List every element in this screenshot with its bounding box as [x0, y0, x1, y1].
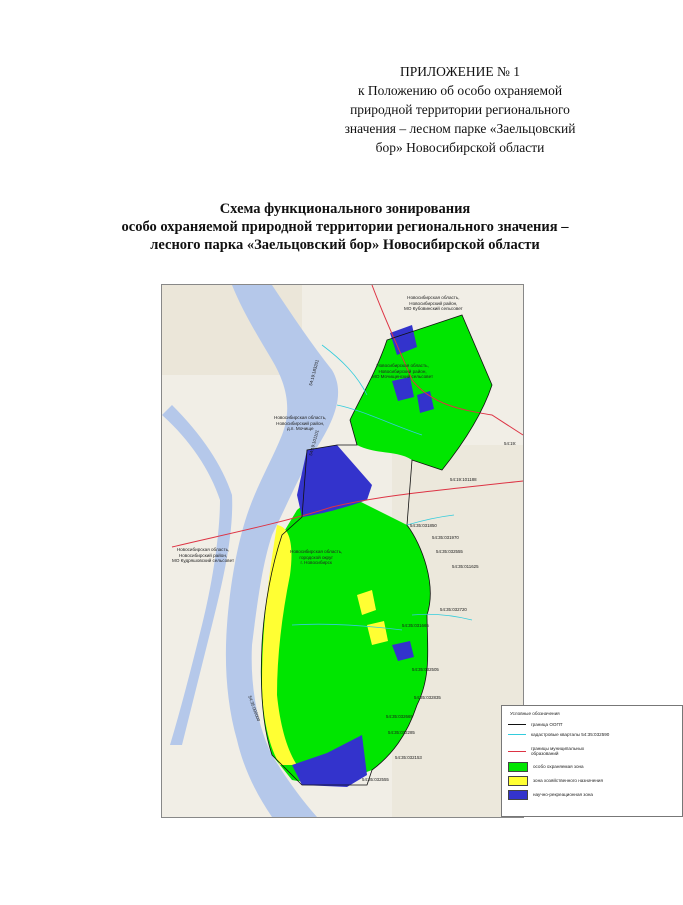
label-mochishchensky: Новосибирская область, Новосибирский район, МО Мочищенский сельсовет	[372, 363, 434, 380]
zoning-map	[161, 284, 610, 818]
legend-item-oopt-boundary	[508, 722, 563, 727]
legend-line-black	[508, 724, 526, 725]
appendix-line: ПРИЛОЖЕНИЕ № 1	[399, 64, 521, 79]
cadastral-label: 54:35:032555	[436, 549, 463, 554]
title-line: Схема функционального зонирования	[219, 201, 471, 217]
legend-swatch-blue	[508, 790, 528, 800]
legend-label: научно-рекреационная зона	[533, 792, 593, 798]
legend-item-economic	[508, 776, 603, 786]
cadastral-label: 54:19:101101	[308, 429, 320, 457]
cadastral-label: 54:35:032720	[440, 607, 467, 612]
cadastral-label: 54:35:032665	[386, 714, 413, 719]
cadastral-label: 54:35:032153	[395, 755, 422, 760]
title-line: особо охраняемой природной территории регионального значения –	[121, 219, 569, 235]
cadastral-label: 54:19:183201	[308, 359, 320, 387]
cadastral-label: 54:35:031665	[402, 623, 429, 628]
cadastral-label: 54:35:032505	[412, 667, 439, 672]
map-title	[60, 200, 630, 254]
legend-swatch-green	[508, 762, 528, 772]
cadastral-label: 54:19:101188	[450, 477, 477, 482]
legend-label: кадастровые кварталы 54:35:032590	[531, 732, 610, 737]
legend-swatch-yellow	[508, 776, 528, 786]
legend-label: зона хозяйственного назначения	[533, 778, 603, 784]
cadastral-label: 54:35:032555	[362, 777, 389, 782]
appendix-line: природной территории регионального	[350, 102, 570, 117]
label-kudryashovsky: Новосибирская область, Новосибирский район, МО Кудряшовский сельсовет	[172, 547, 235, 564]
legend-item-cadastral	[508, 732, 611, 737]
legend-line-cyan	[508, 734, 526, 735]
appendix-line: к Положению об особо охраняемой	[357, 83, 563, 98]
label-novosibirsk: Новосибирская область, городской округ г. Новосибирск	[290, 549, 343, 566]
cadastral-label: 54:35:031970	[432, 535, 459, 540]
appendix-line: значения – лесном парке «Заельцовский	[344, 121, 576, 136]
legend-label: особо охраняемая зона	[533, 764, 584, 770]
cadastral-label: 54:19:	[504, 441, 517, 446]
legend-label: границы муниципальных образований	[531, 746, 585, 757]
legend-label: граница ООПТ	[531, 722, 563, 727]
legend-item-protected	[508, 762, 584, 772]
appendix-line: бор» Новосибирской области	[375, 140, 545, 155]
legend-item-recreation	[508, 790, 593, 800]
cadastral-label: 54:35:032285	[388, 730, 415, 735]
cadastral-label: 54:35:031850	[410, 523, 437, 528]
title-line: лесного парка «Заельцовский бор» Новосибирской области	[150, 237, 540, 253]
cadastral-label: 54:35:000000	[247, 695, 262, 722]
cadastral-label: 54:35:011625	[452, 564, 479, 569]
legend-line-red	[508, 751, 526, 752]
label-kubovinsky: Новосибирская область, Новосибирский район, МО Кубовинский сельсовет	[404, 295, 463, 312]
legend-item-municipal	[508, 746, 611, 757]
map-legend	[501, 705, 683, 817]
label-mochishche: Новосибирская область, Новосибирский район, д.п. Мочище	[274, 415, 327, 432]
legend-title: Условные обозначения	[510, 711, 560, 716]
cadastral-label: 54:35:032835	[414, 695, 441, 700]
appendix-heading	[330, 62, 590, 157]
